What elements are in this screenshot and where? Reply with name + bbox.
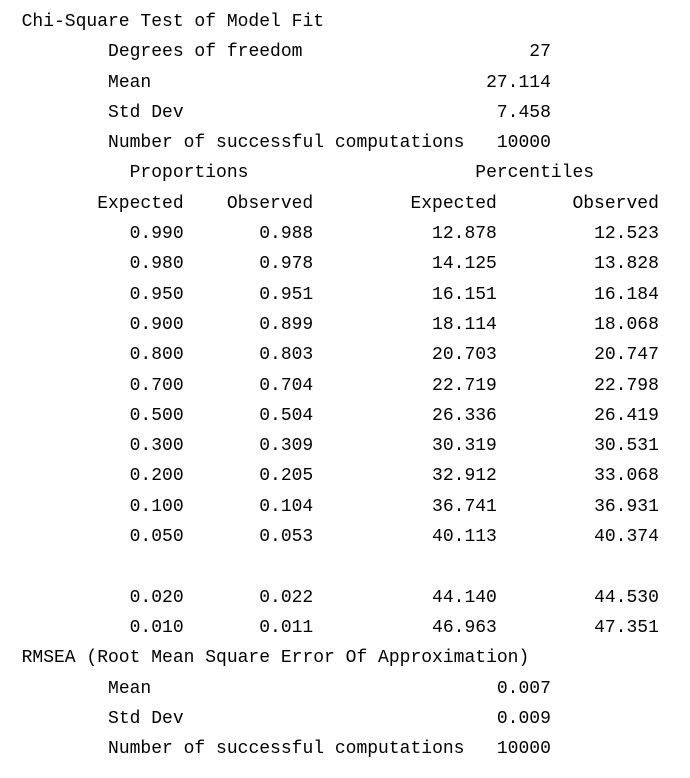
cell-percentile-expected: 36.741 <box>432 496 497 517</box>
col-header-percentiles-expected: Expected <box>410 193 497 214</box>
stat-value: 27.114 <box>486 72 551 93</box>
cell-proportion-observed: 0.022 <box>259 587 314 608</box>
percentiles-group-header: Percentiles <box>475 163 595 184</box>
cell-proportion-observed: 0.309 <box>259 436 314 457</box>
stat-value: 27 <box>529 42 551 63</box>
stat-line <box>0 98 690 128</box>
cell-percentile-expected: 44.140 <box>432 587 497 608</box>
cell-proportion-observed: 0.803 <box>259 345 314 366</box>
cell-proportion-expected: 0.500 <box>129 405 184 426</box>
cell-percentile-expected: 30.319 <box>432 436 497 457</box>
stat-value: 7.458 <box>496 102 551 123</box>
cell-percentile-observed: 22.798 <box>594 375 659 396</box>
chi-square-section-title: Chi-Square Test of Model Fit <box>21 12 325 32</box>
table-row <box>0 401 690 431</box>
stat-label: Std Dev <box>108 102 184 123</box>
cell-percentile-expected: 22.719 <box>432 375 497 396</box>
cell-proportion-expected: 0.010 <box>129 617 184 638</box>
cell-proportion-observed: 0.704 <box>259 375 314 396</box>
proportions-group-header: Proportions <box>129 163 249 184</box>
stat-label: Degrees of freedom <box>108 42 303 63</box>
cell-percentile-expected: 20.703 <box>432 345 497 366</box>
cell-percentile-observed: 47.351 <box>594 617 659 638</box>
table-row <box>0 280 690 310</box>
cell-percentile-expected: 16.151 <box>432 284 497 305</box>
cell-percentile-observed: 30.531 <box>594 436 659 457</box>
table-row <box>0 583 690 613</box>
table-rows-main <box>0 219 690 552</box>
cell-percentile-observed: 18.068 <box>594 314 659 335</box>
table-row <box>0 249 690 279</box>
cell-percentile-expected: 26.336 <box>432 405 497 426</box>
rmsea-section-title: RMSEA (Root Mean Square Error Of Approximation) <box>21 648 530 669</box>
cell-proportion-expected: 0.050 <box>129 527 184 548</box>
cell-percentile-expected: 14.125 <box>432 254 497 275</box>
cell-percentile-observed: 36.931 <box>594 496 659 517</box>
cell-proportion-observed: 0.978 <box>259 254 314 275</box>
cell-proportion-expected: 0.200 <box>129 466 184 487</box>
table-row <box>0 340 690 370</box>
cell-percentile-expected: 18.114 <box>432 314 497 335</box>
blank-line <box>0 552 690 582</box>
table-row <box>0 310 690 340</box>
table-row <box>0 461 690 491</box>
cell-percentile-observed: 33.068 <box>594 466 659 487</box>
cell-percentile-expected: 32.912 <box>432 466 497 487</box>
table-row <box>0 219 690 249</box>
stat-line <box>0 37 690 67</box>
stat-label: Std Dev <box>108 708 184 729</box>
table-rows-after-gap <box>0 583 690 644</box>
rmsea-stats <box>0 674 690 765</box>
stat-label: Number of successful computations <box>108 133 465 154</box>
cell-proportion-observed: 0.504 <box>259 405 314 426</box>
cell-proportion-expected: 0.020 <box>129 587 184 608</box>
cell-percentile-observed: 26.419 <box>594 405 659 426</box>
stat-line <box>0 674 690 704</box>
table-column-header-row <box>0 189 690 219</box>
cell-proportion-expected: 0.980 <box>129 254 184 275</box>
table-group-header-row <box>0 158 690 188</box>
cell-proportion-observed: 0.053 <box>259 527 314 548</box>
cell-proportion-observed: 0.104 <box>259 496 314 517</box>
cell-proportion-observed: 0.011 <box>259 617 314 638</box>
table-row <box>0 522 690 552</box>
cell-percentile-observed: 13.828 <box>594 254 659 275</box>
stat-line <box>0 734 690 764</box>
cell-percentile-expected: 12.878 <box>432 224 497 245</box>
cell-proportion-observed: 0.899 <box>259 314 314 335</box>
table-row <box>0 613 690 643</box>
stat-line <box>0 68 690 98</box>
col-header-proportions-observed: Observed <box>226 193 314 214</box>
stat-label: Mean <box>108 72 152 93</box>
cell-proportion-expected: 0.700 <box>129 375 184 396</box>
cell-proportion-expected: 0.990 <box>129 224 184 245</box>
cell-proportion-expected: 0.950 <box>129 284 184 305</box>
cell-proportion-observed: 0.205 <box>259 466 314 487</box>
col-header-proportions-expected: Expected <box>97 193 184 214</box>
cell-proportion-observed: 0.988 <box>259 224 314 245</box>
cell-percentile-expected: 46.963 <box>432 617 497 638</box>
cell-percentile-observed: 12.523 <box>594 224 659 245</box>
cell-percentile-observed: 16.184 <box>594 284 659 305</box>
cell-percentile-expected: 40.113 <box>432 527 497 548</box>
stat-label: Mean <box>108 678 152 699</box>
table-row <box>0 492 690 522</box>
stat-line <box>0 704 690 734</box>
stat-label: Number of successful computations <box>108 739 465 760</box>
cell-proportion-expected: 0.300 <box>129 436 184 457</box>
stat-value: 0.009 <box>496 708 551 729</box>
cell-percentile-observed: 40.374 <box>594 527 659 548</box>
table-row <box>0 431 690 461</box>
stat-value: 0.007 <box>496 678 551 699</box>
stat-value: 10000 <box>496 133 551 154</box>
cell-percentile-observed: 20.747 <box>594 345 659 366</box>
cell-percentile-observed: 44.530 <box>594 587 659 608</box>
table-row <box>0 371 690 401</box>
col-header-percentiles-observed: Observed <box>572 193 659 214</box>
cell-proportion-expected: 0.800 <box>129 345 184 366</box>
stat-line <box>0 128 690 158</box>
chi-square-stats <box>0 37 690 158</box>
stat-value: 10000 <box>496 739 551 760</box>
cell-proportion-expected: 0.100 <box>129 496 184 517</box>
cell-proportion-expected: 0.900 <box>129 314 184 335</box>
cell-proportion-observed: 0.951 <box>259 284 314 305</box>
